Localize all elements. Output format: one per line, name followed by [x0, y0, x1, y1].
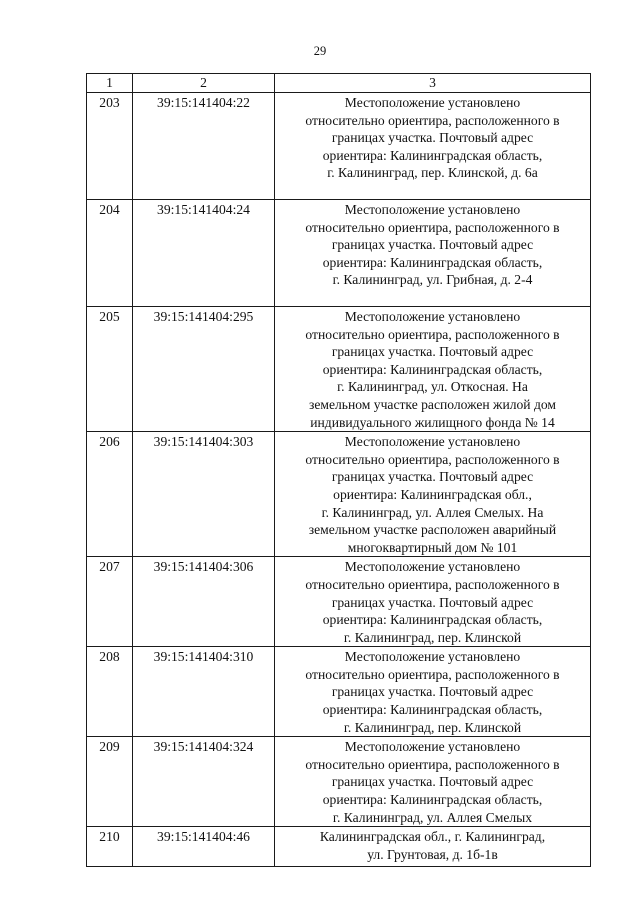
location-line: Местоположение установлено	[344, 309, 521, 324]
location-line: относительно ориентира, расположенного в	[305, 666, 560, 682]
location-line: границах участка. Почтовый адрес	[331, 130, 534, 146]
location-line: земельном участке расположен жилой дом	[308, 396, 557, 412]
location-line: границах участка. Почтовый адрес	[331, 469, 534, 485]
location-description	[275, 647, 591, 737]
location-line: относительно ориентира, расположенного в	[305, 756, 560, 772]
location-line: ориентира: Калининградская область,	[322, 612, 543, 628]
location-line: ориентира: Калининградская область,	[322, 792, 543, 808]
table-row	[87, 557, 591, 647]
table-row	[87, 647, 591, 737]
location-line: многоквартирный дом № 101	[347, 539, 518, 555]
row-number: 208	[87, 647, 133, 737]
row-number: 210	[87, 827, 133, 867]
page-number: 29	[313, 44, 327, 58]
location-description	[275, 307, 591, 432]
location-line: ориентира: Калининградская область,	[322, 254, 543, 270]
header-row	[87, 74, 591, 93]
location-line: Местоположение установлено	[344, 202, 521, 217]
table-row	[87, 200, 591, 307]
location-line: ориентира: Калининградская область,	[322, 702, 543, 718]
cadastral-number: 39:15:141404:46	[133, 827, 275, 867]
location-line: г. Калининград, ул. Откосная. На	[337, 379, 528, 395]
location-line: ориентира: Калининградская обл.,	[333, 486, 532, 502]
cadastral-number: 39:15:141404:24	[133, 200, 275, 307]
location-line: относительно ориентира, расположенного в	[305, 326, 560, 342]
location-line: г. Калининград, ул. Грибная, д. 2-4	[332, 272, 533, 288]
location-line: ул. Грунтовая, д. 1б-1в	[367, 846, 498, 862]
table-row	[87, 827, 591, 867]
cadastral-number: 39:15:141404:324	[133, 737, 275, 827]
row-number: 205	[87, 307, 133, 432]
location-line: границах участка. Почтовый адрес	[331, 237, 534, 253]
column-header-number: 1	[87, 74, 133, 93]
location-line: границах участка. Почтовый адрес	[331, 594, 534, 610]
column-header-location: 3	[275, 74, 591, 93]
location-line: Местоположение установлено	[344, 649, 521, 665]
location-line: Калининградская обл., г. Калининград,	[319, 829, 546, 845]
table-row	[87, 307, 591, 432]
column-header-cadastral: 2	[133, 74, 275, 93]
table-row	[87, 432, 591, 557]
location-description	[275, 93, 591, 200]
location-line: относительно ориентира, расположенного в	[305, 576, 560, 592]
cadastral-number: 39:15:141404:303	[133, 432, 275, 557]
cadastral-number: 39:15:141404:295	[133, 307, 275, 432]
location-line: относительно ориентира, расположенного в	[305, 451, 560, 467]
location-line: г. Калининград, пер. Клинской, д. 6а	[327, 165, 538, 181]
location-description	[275, 557, 591, 647]
location-description	[275, 432, 591, 557]
location-line: границах участка. Почтовый адрес	[331, 684, 534, 700]
location-description	[275, 827, 591, 867]
cadastral-number: 39:15:141404:22	[133, 93, 275, 200]
location-line: г. Калининград, ул. Аллея Смелых	[332, 809, 533, 825]
location-line: индивидуального жилищного фонда № 14	[310, 414, 555, 430]
cadastral-number: 39:15:141404:306	[133, 557, 275, 647]
row-number: 206	[87, 432, 133, 557]
row-number: 203	[87, 93, 133, 200]
location-line: ориентира: Калининградская область,	[322, 361, 543, 377]
location-line: границах участка. Почтовый адрес	[331, 344, 534, 360]
land-plot-table	[86, 73, 591, 867]
location-line: г. Калининград, пер. Клинской	[343, 629, 522, 645]
location-line: Местоположение установлено	[344, 95, 521, 110]
row-number: 204	[87, 200, 133, 307]
location-line: земельном участке расположен аварийный	[308, 522, 557, 538]
location-line: ориентира: Калининградская область,	[322, 147, 543, 163]
location-line: г. Калининград, ул. Аллея Смелых. На	[321, 504, 544, 520]
location-line: относительно ориентира, расположенного в	[305, 112, 560, 128]
table-row	[87, 93, 591, 200]
location-line: Местоположение установлено	[344, 434, 521, 450]
row-number: 209	[87, 737, 133, 827]
location-description	[275, 200, 591, 307]
location-description	[275, 737, 591, 827]
cadastral-number: 39:15:141404:310	[133, 647, 275, 737]
location-line: границах участка. Почтовый адрес	[331, 774, 534, 790]
location-line: относительно ориентира, расположенного в	[305, 219, 560, 235]
location-line: Местоположение установлено	[344, 559, 521, 575]
location-line: г. Калининград, пер. Клинской	[343, 719, 522, 735]
location-line: Местоположение установлено	[344, 739, 521, 755]
table-row	[87, 737, 591, 827]
row-number: 207	[87, 557, 133, 647]
